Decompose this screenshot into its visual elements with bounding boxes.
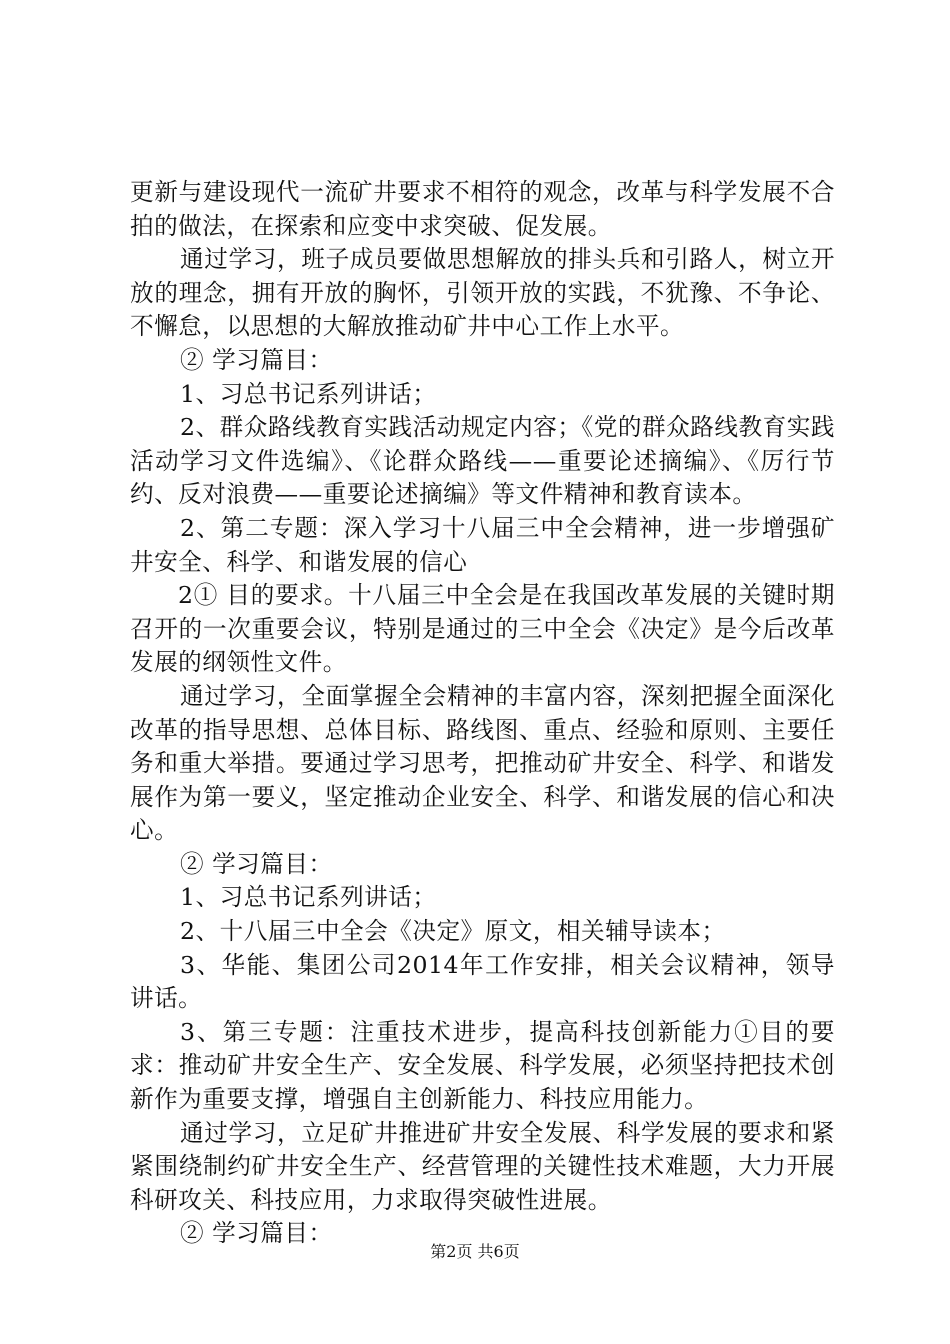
list-item: 1、习总书记系列讲话；	[180, 379, 437, 408]
paragraph-study: 通过学习，全面掌握全会精神的丰富内容，深刻把握全面深化改革的指导思想、总体目标、路线图、重点、经验和原则、主要任务和重大举措。要通过学习思考，把推动矿井安全、科学、和谐发展作为第一要义，坚定推动企业安全、科学、和谐发展的信心和决心。	[130, 681, 835, 845]
document-body	[130, 176, 835, 1251]
list-item: 2、群众路线教育实践活动规定内容；《党的群众路线教育实践活动学习文件选编》、《论群众路线——重要论述摘编》、《厉行节约、反对浪费——重要论述摘编》等文件精神和教育读本。	[130, 413, 835, 509]
topic-heading-3: 3、第三专题：注重技术进步，提高科技创新能力①目的要求：推动矿井安全生产、安全发展、科学发展，必须坚持把技术创新作为重要支撑，增强自主创新能力、科技应用能力。	[130, 1017, 835, 1114]
paragraph-1: 更新与建设现代一流矿井要求不相符的观念，改革与科学发展不合拍的做法，在探索和应变中求突破、促发展。	[130, 178, 835, 240]
section-heading-reading-list: ② 学习篇目：	[180, 1219, 333, 1248]
list-item: 2、十八届三中全会《决定》原文，相关辅导读本；	[180, 917, 726, 946]
section-heading-reading-list: ② 学习篇目：	[180, 345, 333, 374]
topic-heading-2: 2、第二专题：深入学习十八届三中全会精神，进一步增强矿井安全、科学、和谐发展的信心	[130, 513, 835, 576]
paragraph-goal: 2① 目的要求。十八届三中全会是在我国改革发展的关键时期召开的一次重要会议，特别是通过的三中全会《决定》是今后改革发展的纲领性文件。	[130, 581, 835, 677]
list-item: 1、习总书记系列讲话；	[180, 883, 437, 912]
section-heading-reading-list: ② 学习篇目：	[180, 849, 333, 878]
list-item: 3、华能、集团公司2014年工作安排，相关会议精神，领导讲话。	[130, 950, 835, 1013]
paragraph-study: 通过学习，立足矿井推进矿井安全发展、科学发展的要求和紧紧围绕制约矿井安全生产、经营管理的关键性技术难题，大力开展科研攻关、科技应用，力求取得突破性进展。	[130, 1118, 835, 1214]
paragraph-2: 通过学习，班子成员要做思想解放的排头兵和引路人，树立开放的理念，拥有开放的胸怀，引领开放的实践，不犹豫、不争论、不懈怠，以思想的大解放推动矿井中心工作上水平。	[130, 245, 835, 341]
page-number-footer: 第2页 共6页	[430, 1242, 520, 1261]
